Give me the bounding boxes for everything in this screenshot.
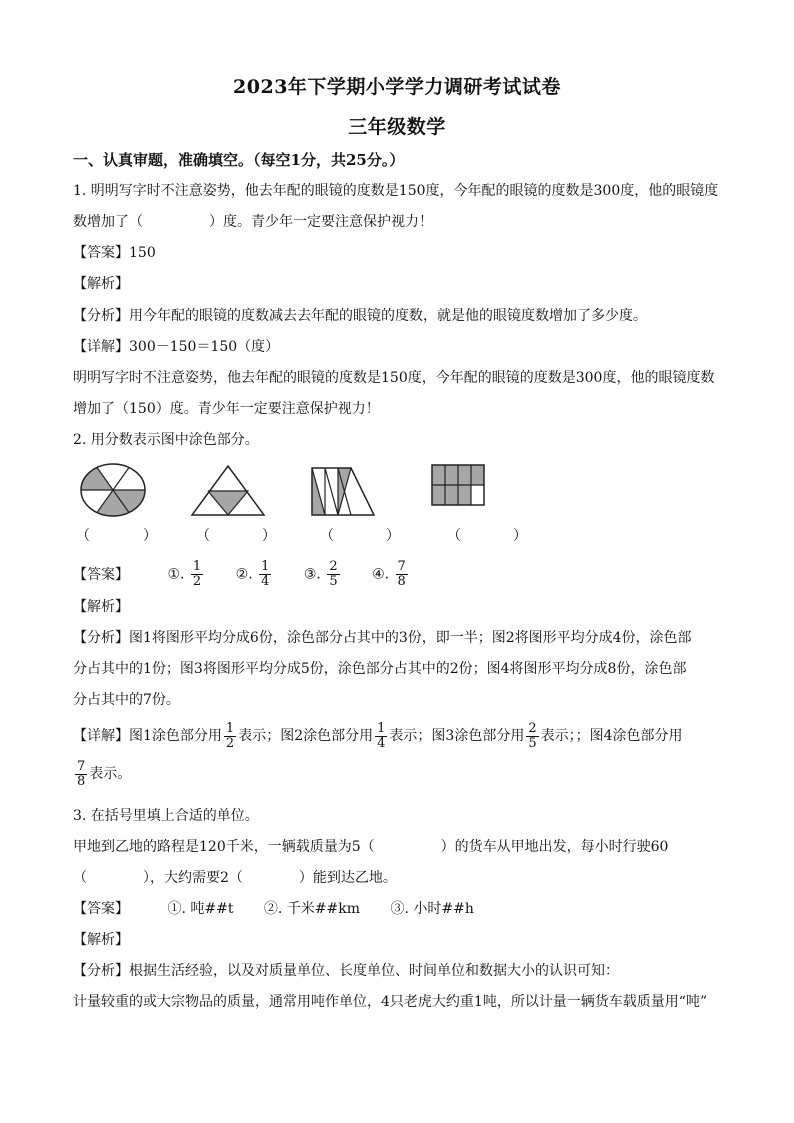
fig3-paren-open: （ [320,528,334,544]
q1-fenxi [73,306,733,326]
fraction [224,722,236,751]
q2-answer-item: ③. $\frac{2}{5}$ [303,559,338,589]
q3-answer-item: ③. 小时##h [390,901,474,917]
figure-trapezoid [308,462,378,518]
fenxi-tag: 【分析】 [73,308,129,324]
fraction [526,722,538,751]
q2-xiangjie-text-a: 图1涂色部分用 [129,728,222,744]
q3-line2-c: ）能到达乙地。 [298,870,397,886]
triangle-shaded-part [208,491,248,515]
q1-text-line1: 1. 明明写字时不注意姿势，他去年配的眼镜的度数是150度，今年配的眼镜的度数是300度，他的眼镜度 [73,183,719,199]
fraction-denominator: 5 [329,574,338,589]
fenxi-tag: 【分析】 [73,963,129,979]
q1-xiangjie-text: 300－150＝150（度） [129,339,280,355]
fraction-numerator: 2 [528,720,537,736]
q2-fenxi-line3: 分占其中的7份。 [73,692,180,708]
fraction-denominator: 2 [192,574,202,589]
fraction-numerator: 2 [329,559,338,574]
q3-line2 [73,868,733,888]
answer-marker: ① [167,901,182,917]
fraction-numerator: 1 [192,559,202,574]
fraction-denominator: 2 [225,735,235,751]
q3-answer [73,899,733,919]
q3-jiexi: 【解析】 [73,932,129,948]
q1-jiexi: 【解析】 [73,276,129,292]
exam-title: 2023年下学期小学学力调研考试试卷 [233,76,561,98]
q2-fenxi-text: 图1将图形平均分成6份，涂色部分占其中的3份，即一半；图2将图形平均分成4份，涂色部 [129,630,692,646]
q2-xiangjie-text-c: 表示；图3涂色部分用 [389,728,525,744]
q1-text-line2 [73,212,733,232]
fig4-paren-close: ） [513,528,527,544]
fig3-paren-close: ） [386,528,400,544]
xiangjie-tag: 【详解】 [73,728,129,744]
fraction-denominator: 4 [377,735,386,751]
fig1-paren-open: （ [76,528,90,544]
q2-xiangjie-text-e: 表示。 [89,766,132,782]
q3-last-line: 计量较重的或大宗物品的质量，通常用吨作单位，4只老虎大约重1吨，所以计量一辆货车载质量用“吨” [73,994,708,1010]
fig2-paren-open: （ [196,528,210,544]
q3-fenxi-text: 根据生活经验，以及对质量单位、长度单位、时间单位和数据大小的认识可知： [129,963,619,979]
answer-text: 千米##km [286,901,361,917]
exam-subtitle: 三年级数学 [348,116,446,138]
fraction [327,560,339,589]
fraction-denominator: 5 [528,735,537,751]
q3-line1-pre: 甲地到乙地的路程是120千米，一辆载质量为5（ [73,839,375,855]
fenxi-tag: 【分析】 [73,630,129,646]
fraction-denominator: 8 [77,773,86,789]
q2-answer [73,560,733,589]
q2-answer-item: ②. $\frac{1}{4}$ [235,559,270,589]
answer-marker: ② [263,901,278,917]
answer-text: 吨##t [190,901,234,917]
figure-circle [78,462,148,518]
fraction-numerator: 1 [377,720,386,736]
q2-xiangjie [73,720,733,752]
q1-answer [73,243,733,263]
fraction-numerator: 7 [397,559,406,574]
q2-fenxi-line2: 分占其中的1份；图3将图形平均分成5份，涂色部分占其中的2份；图4将图形平均分成8份，涂色部 [73,661,687,677]
fraction [375,722,387,751]
figure-triangle [188,462,268,518]
q1-line2-pre: 数增加了（ [73,214,143,230]
fig2-paren-close: ） [262,528,276,544]
fraction [75,760,87,789]
q1-xiangjie [73,337,733,357]
answer-marker: ③ [303,566,317,583]
answer-marker: ④ [372,566,385,583]
q2-fenxi-line1 [73,628,733,648]
q1-line2-post: ）度。青少年一定要注意保护视力！ [209,214,433,230]
fraction-denominator: 8 [397,574,406,589]
q2-xiangjie-cont [73,758,733,790]
q1-fenxi-text: 用今年配的眼镜的度数减去去年配的眼镜的度数，就是他的眼镜度数增加了多少度。 [129,308,647,324]
fig4-paren-open: （ [447,528,461,544]
q3-line1 [73,837,733,857]
q3-fenxi [73,961,733,981]
fraction [396,560,408,589]
fraction [259,560,271,589]
fig1-paren-close: ） [143,528,157,544]
q3-prompt: 3. 在括号里填上合适的单位。 [73,808,259,824]
rectangle-unshaded-cell [471,485,484,505]
answer-text: 小时##h [413,901,474,917]
answer-tag: 【答案】 [73,566,129,583]
q3-line2-b: ），大约需要2（ [143,870,243,886]
q2-xiangjie-text-d: 表示；；图4涂色部分用 [540,728,683,744]
q1-detail-line2: 增加了（150）度。青少年一定要注意保护视力！ [73,401,380,417]
answer-tag: 【答案】 [73,901,129,917]
fraction-numerator: 1 [225,720,235,736]
answer-tag: 【答案】 [73,245,129,261]
section-heading: 一、认真审题，准确填空。（每空1分，共25分。） [73,151,405,169]
answer-marker: ① [167,566,181,583]
answer-marker: ② [235,566,249,583]
q2-answer-item: ④. $\frac{7}{8}$ [372,559,406,589]
circle-shaded-sector-2 [81,468,113,491]
q3-line1-post: ）的货车从甲地出发，每小时行驶60 [440,839,669,855]
q2-prompt: 2. 用分数表示图中涂色部分。 [73,432,259,448]
q2-xiangjie-text-b: 表示；图2涂色部分用 [238,728,374,744]
q1-detail-line1: 明明写字时不注意姿势，他去年配的眼镜的度数是150度，今年配的眼镜的度数是300度，他的眼镜度数 [73,370,715,386]
q2-jiexi: 【解析】 [73,599,129,615]
q2-answer-item: ①. $\frac{1}{2}$ [167,559,202,589]
q3-answer-item: ②. 千米##km [263,901,361,917]
fraction [191,560,203,589]
q3-answer-item: ①. 吨##t [167,901,234,917]
fraction-denominator: 4 [261,574,270,589]
answer-marker: ③ [390,901,405,917]
fraction-numerator: 1 [261,559,270,574]
xiangjie-tag: 【详解】 [73,339,129,355]
figure-rectangle [429,462,487,508]
fraction-numerator: 7 [77,758,86,774]
q1-answer-value: 150 [129,245,156,261]
q3-line2-a: （ [73,870,87,886]
